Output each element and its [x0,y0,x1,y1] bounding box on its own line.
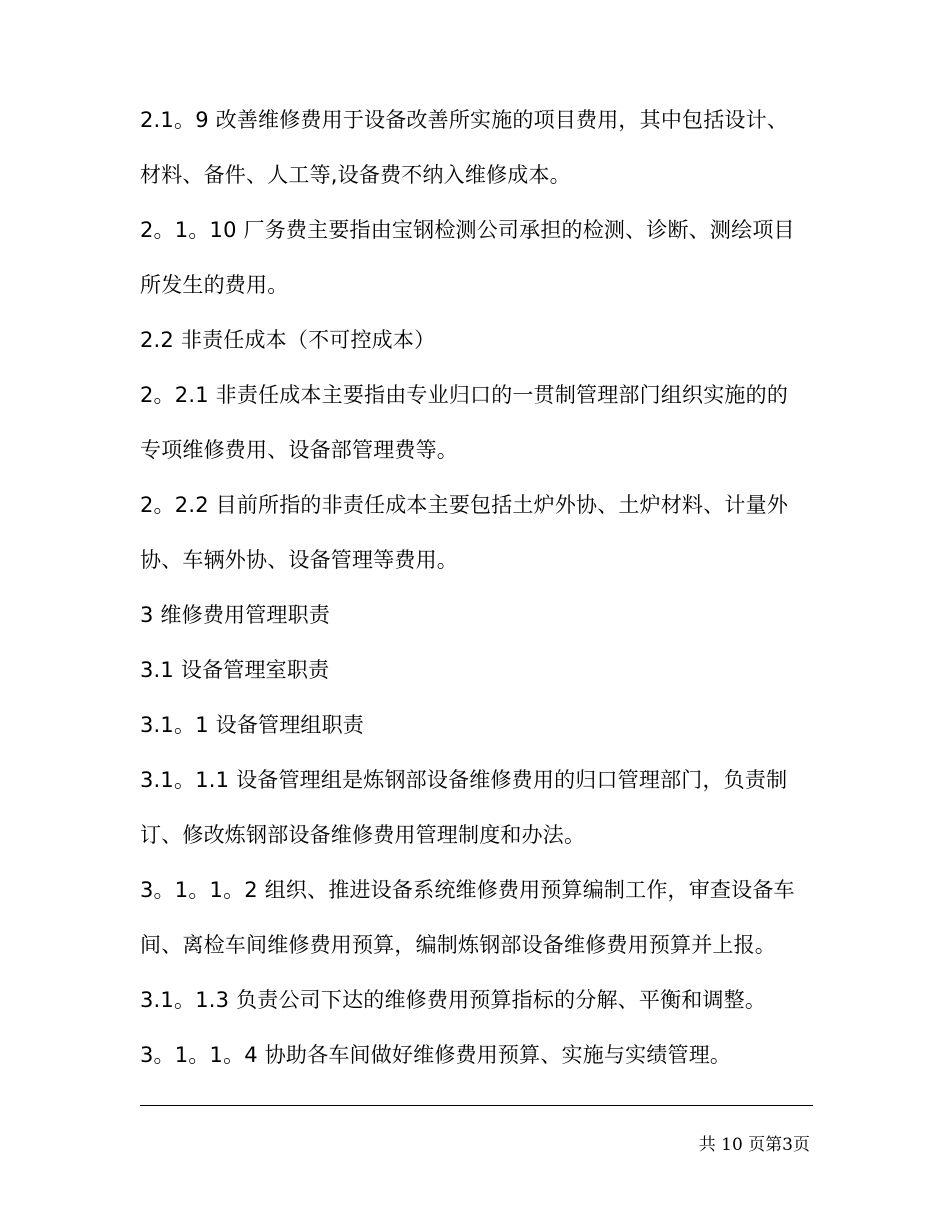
page-number-footer: 共 10 页第3页 [698,1135,810,1155]
footer-divider [140,1105,813,1106]
text-line-8: 2。2.2 目前所指的非责任成本主要包括土炉外协、土炉材料、计量外 [140,493,789,517]
section-heading-3-1-1: 3.1。1 设备管理组职责 [140,713,365,737]
text-line-7: 专项维修费用、设备部管理费等。 [140,438,458,462]
text-line-15: 3。1。1。2 组织、推进设备系统维修费用预算编制工作，审查设备车 [140,878,795,902]
text-line-9: 协、车辆外协、设备管理等费用。 [140,548,458,572]
text-line-14: 订、修改炼钢部设备维修费用管理制度和办法。 [140,823,586,847]
text-line-18: 3。1。1。4 协助各车间做好维修费用预算、实施与实绩管理。 [140,1043,732,1067]
text-line-17: 3.1。1.3 负责公司下达的维修费用预算指标的分解、平衡和调整。 [140,988,767,1012]
text-line-1: 2.1。9 改善维修费用于设备改善所实施的项目费用，其中包括设计、 [140,108,789,132]
text-line-6: 2。2.1 非责任成本主要指由专业归口的一贯制管理部门组织实施的的 [140,383,789,407]
text-line-2: 材料、备件、人工等,设备费不纳入维修成本。 [140,163,571,187]
text-line-13: 3.1。1.1 设备管理组是炼钢部设备维修费用的归口管理部门，负责制 [140,768,788,792]
section-heading-2-2: 2.2 非责任成本（不可控成本） [140,328,436,352]
section-heading-3: 3 维修费用管理职责 [140,603,331,627]
text-line-4: 所发生的费用。 [140,273,289,297]
section-heading-3-1: 3.1 设备管理室职责 [140,658,330,682]
document-body [140,93,820,1083]
text-line-3: 2。1。10 厂务费主要指由宝钢检测公司承担的检测、诊断、测绘项目 [140,218,795,242]
text-line-16: 间、离检车间维修费用预算，编制炼钢部设备维修费用预算并上报。 [140,933,776,957]
